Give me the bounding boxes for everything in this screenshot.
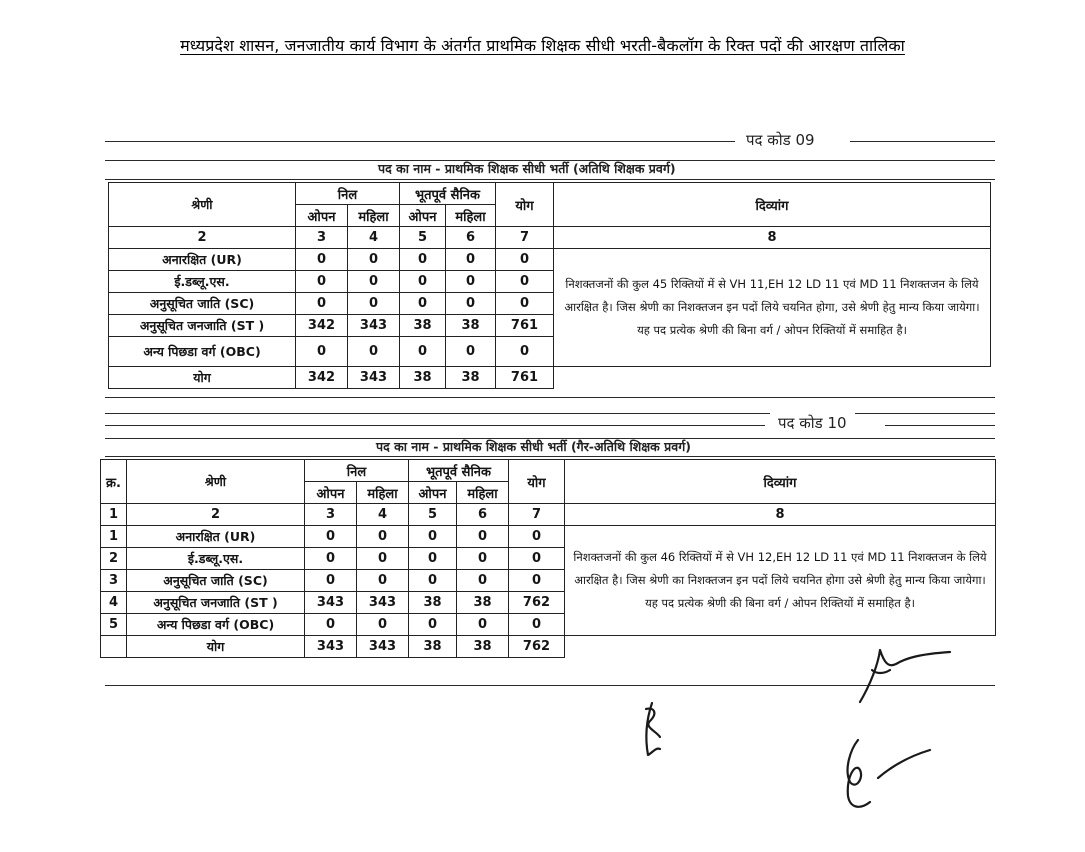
table-row	[101, 526, 996, 548]
total-cell: 761	[496, 367, 554, 389]
value-cell: 0	[348, 293, 400, 315]
value-cell: 0	[400, 249, 446, 271]
value-cell: 0	[446, 249, 496, 271]
category-cell: ई.डब्लू.एस.	[109, 271, 296, 293]
total-cell: 38	[457, 636, 509, 658]
value-cell: 0	[409, 526, 457, 548]
category-cell: अनुसूचित जनजाति (ST )	[127, 592, 305, 614]
total-row	[109, 367, 991, 389]
rule-line	[105, 397, 995, 398]
column-number: 6	[446, 227, 496, 249]
value-cell: 0	[446, 271, 496, 293]
header-nil: निल	[296, 183, 400, 205]
serial-cell: 4	[101, 592, 127, 614]
total-cell: 38	[409, 636, 457, 658]
value-cell: 0	[446, 293, 496, 315]
header-nil: निल	[305, 460, 409, 482]
category-cell: अनारक्षित (UR)	[109, 249, 296, 271]
value-cell: 0	[409, 614, 457, 636]
value-cell: 0	[305, 570, 357, 592]
value-cell: 0	[457, 614, 509, 636]
value-cell: 0	[296, 249, 348, 271]
post-code-label: पद कोड 09	[738, 130, 823, 150]
value-cell: 0	[409, 548, 457, 570]
value-cell: 0	[496, 337, 554, 367]
total-cell: 343	[348, 367, 400, 389]
column-number: 5	[400, 227, 446, 249]
value-cell: 0	[496, 249, 554, 271]
value-cell: 761	[496, 315, 554, 337]
post-name: पद का नाम - प्राथमिक शिक्षक सीधी भर्ती (गैर-अतिथि शिक्षक प्रवर्ग)	[376, 439, 691, 454]
header-open: ओपन	[305, 482, 357, 504]
column-number: 3	[296, 227, 348, 249]
total-label: योग	[109, 367, 296, 389]
value-cell: 0	[457, 570, 509, 592]
column-number: 6	[457, 504, 509, 526]
column-number: 7	[509, 504, 565, 526]
serial-cell: 3	[101, 570, 127, 592]
header-serial: क्र.	[101, 460, 127, 504]
header-female: महिला	[457, 482, 509, 504]
serial-cell: 1	[101, 504, 127, 526]
rule-line	[105, 179, 995, 180]
value-cell: 0	[357, 548, 409, 570]
header-total: योग	[509, 460, 565, 504]
header-total: योग	[496, 183, 554, 227]
header-category: श्रेणी	[109, 183, 296, 227]
value-cell: 0	[348, 249, 400, 271]
category-cell: अनारक्षित (UR)	[127, 526, 305, 548]
value-cell: 0	[457, 548, 509, 570]
rule-line	[105, 425, 765, 426]
value-cell: 0	[509, 570, 565, 592]
header-open: ओपन	[296, 205, 348, 227]
value-cell: 38	[409, 592, 457, 614]
category-cell: अनुसूचित जाति (SC)	[109, 293, 296, 315]
value-cell: 0	[496, 293, 554, 315]
empty-cell	[554, 367, 991, 389]
value-cell: 0	[509, 548, 565, 570]
value-cell: 0	[357, 570, 409, 592]
column-number: 4	[357, 504, 409, 526]
header-female: महिला	[348, 205, 400, 227]
rule-line	[850, 141, 995, 142]
column-number: 3	[305, 504, 357, 526]
total-cell: 762	[509, 636, 565, 658]
value-cell: 0	[348, 337, 400, 367]
value-cell: 0	[348, 271, 400, 293]
total-cell: 342	[296, 367, 348, 389]
table-row	[109, 249, 991, 271]
value-cell: 0	[305, 548, 357, 570]
header-ex-serviceman: भूतपूर्व सैनिक	[409, 460, 509, 482]
value-cell: 0	[296, 293, 348, 315]
header-category: श्रेणी	[127, 460, 305, 504]
category-cell: अनुसूचित जाति (SC)	[127, 570, 305, 592]
signature-mark	[830, 730, 940, 820]
rule-line	[885, 425, 995, 426]
value-cell: 0	[296, 337, 348, 367]
reservation-table-code-10	[100, 459, 996, 658]
divyang-note: निशक्तजनों की कुल 46 रिक्तियों में से VH 12,EH 12 LD 11 एवं MD 11 निशक्तजन के लिये आरक्षित है। जिस श्रेणी का निशक्तजन इन पदों लिये चयनित होगा उसे श्रेणी हेतु मान्य किया जायेगा। यह पद प्रत्येक श्रेणी की बिना वर्ग / ओपन रिक्तियों में समाहित है।	[565, 526, 996, 636]
signature-mark	[850, 640, 960, 710]
divyang-note: निशक्तजनों की कुल 45 रिक्तियों में से VH 11,EH 12 LD 11 एवं MD 11 निशक्तजन के लिये आरक्षित है। जिस श्रेणी का निशक्तजन इन पदों लिये चयनित होगा, उसे श्रेणी हेतु मान्य किया जायेगा। यह पद प्रत्येक श्रेणी की बिना वर्ग / ओपन रिक्तियों में समाहित है।	[554, 249, 991, 367]
category-cell: अन्य पिछडा वर्ग (OBC)	[127, 614, 305, 636]
column-number: 5	[409, 504, 457, 526]
serial-cell: 5	[101, 614, 127, 636]
total-cell: 38	[446, 367, 496, 389]
header-female: महिला	[446, 205, 496, 227]
serial-cell: 2	[101, 548, 127, 570]
rule-line	[105, 456, 995, 457]
page-title: मध्यप्रदेश शासन, जनजातीय कार्य विभाग के अंतर्गत प्राथमिक शिक्षक सीधी भरती-बैकलॉग के रिक्त पदों की आरक्षण तालिका	[180, 36, 905, 55]
serial-cell: 1	[101, 526, 127, 548]
reservation-table-code-09	[108, 182, 991, 389]
value-cell: 0	[457, 526, 509, 548]
value-cell: 0	[509, 614, 565, 636]
value-cell: 38	[457, 592, 509, 614]
column-number: 8	[565, 504, 996, 526]
value-cell: 38	[400, 315, 446, 337]
rule-line	[105, 413, 995, 414]
value-cell: 762	[509, 592, 565, 614]
header-divyang: दिव्यांग	[554, 183, 991, 227]
value-cell: 0	[400, 293, 446, 315]
value-cell: 0	[400, 271, 446, 293]
serial-cell	[101, 636, 127, 658]
column-number: 2	[109, 227, 296, 249]
header-female: महिला	[357, 482, 409, 504]
post-code-label: पद कोड 10	[770, 413, 855, 433]
column-number: 2	[127, 504, 305, 526]
total-cell: 343	[305, 636, 357, 658]
value-cell: 0	[496, 271, 554, 293]
column-number: 7	[496, 227, 554, 249]
value-cell: 0	[357, 526, 409, 548]
rule-line	[105, 141, 735, 142]
signature-mark	[630, 695, 680, 775]
value-cell: 0	[509, 526, 565, 548]
value-cell: 0	[296, 271, 348, 293]
category-cell: अनुसूचित जनजाति (ST )	[109, 315, 296, 337]
category-cell: ई.डब्लू.एस.	[127, 548, 305, 570]
value-cell: 0	[305, 614, 357, 636]
column-number: 8	[554, 227, 991, 249]
value-cell: 342	[296, 315, 348, 337]
value-cell: 343	[305, 592, 357, 614]
header-ex-serviceman: भूतपूर्व सैनिक	[400, 183, 496, 205]
value-cell: 0	[357, 614, 409, 636]
value-cell: 0	[409, 570, 457, 592]
value-cell: 0	[446, 337, 496, 367]
header-open: ओपन	[409, 482, 457, 504]
total-cell: 38	[400, 367, 446, 389]
value-cell: 0	[400, 337, 446, 367]
category-cell: अन्य पिछडा वर्ग (OBC)	[109, 337, 296, 367]
value-cell: 38	[446, 315, 496, 337]
value-cell: 343	[348, 315, 400, 337]
total-cell: 343	[357, 636, 409, 658]
header-open: ओपन	[400, 205, 446, 227]
post-name: पद का नाम - प्राथमिक शिक्षक सीधी भर्ती (अतिथि शिक्षक प्रवर्ग)	[378, 161, 676, 176]
header-divyang: दिव्यांग	[565, 460, 996, 504]
column-number: 4	[348, 227, 400, 249]
value-cell: 0	[305, 526, 357, 548]
total-label: योग	[127, 636, 305, 658]
value-cell: 343	[357, 592, 409, 614]
